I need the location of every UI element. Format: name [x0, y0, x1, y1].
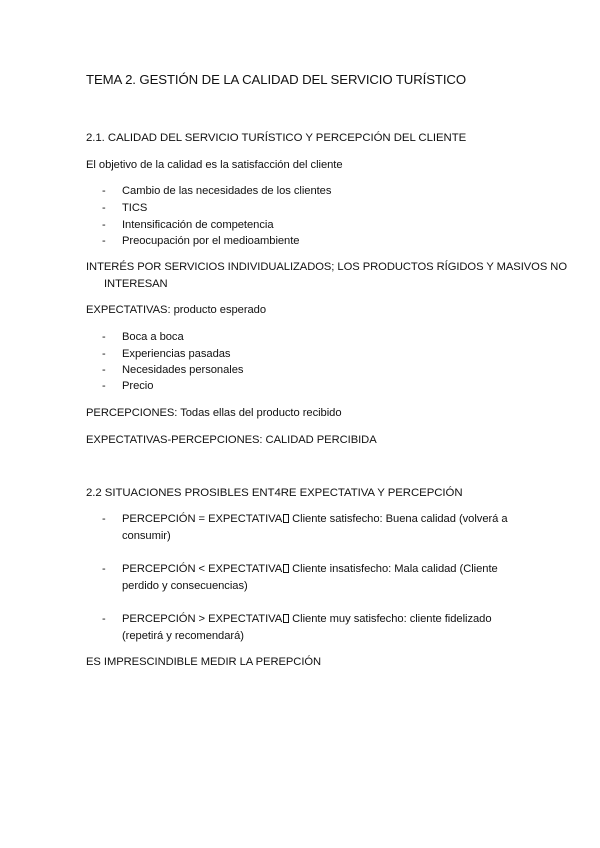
arrow-placeholder-icon — [283, 614, 289, 623]
situation-result: Cliente satisfecho: Buena calidad (volverá a — [292, 513, 508, 525]
document-title: TEMA 2. GESTIÓN DE LA CALIDAD DEL SERVICIO TURÍSTICO — [86, 72, 467, 87]
arrow-placeholder-icon — [283, 514, 289, 523]
situation-condition: PERCEPCIÓN > EXPECTATIVA — [122, 613, 283, 625]
situation-result: Cliente muy satisfecho: cliente fidelizado — [292, 613, 492, 625]
list-item: Cambio de las necesidades de los clientes — [122, 185, 332, 197]
arrow-placeholder-icon — [283, 564, 289, 573]
list-dash: - — [102, 185, 106, 197]
expectativas-paragraph: EXPECTATIVAS: producto esperado — [86, 304, 267, 316]
list-item: TICS — [122, 202, 148, 214]
list-dash: - — [102, 563, 106, 575]
situation-result: Cliente insatisfecho: Mala calidad (Cliente — [292, 563, 498, 575]
situation-condition: PERCEPCIÓN < EXPECTATIVA — [122, 563, 283, 575]
situation-item-greater-line2: (repetirá y recomendará) — [122, 630, 244, 642]
list-dash: - — [102, 219, 106, 231]
situation-item-less-line1 — [122, 561, 498, 577]
list-dash: - — [102, 364, 106, 376]
situation-item-less-line2: perdido y consecuencias) — [122, 580, 248, 592]
situation-condition: PERCEPCIÓN = EXPECTATIVA — [122, 513, 283, 525]
percepciones-paragraph: PERCEPCIONES: Todas ellas del producto recibido — [86, 407, 342, 419]
section-heading-2-1: 2.1. CALIDAD DEL SERVICIO TURÍSTICO Y PERCEPCIÓN DEL CLIENTE — [86, 132, 467, 144]
list-dash: - — [102, 513, 106, 525]
list-dash: - — [102, 613, 106, 625]
situation-item-equal-line2: consumir) — [122, 530, 171, 542]
list-dash: - — [102, 348, 106, 360]
list-dash: - — [102, 235, 106, 247]
intro-paragraph: El objetivo de la calidad es la satisfacción del cliente — [86, 159, 343, 171]
list-item: Intensificación de competencia — [122, 219, 274, 231]
interest-paragraph-line2: INTERESAN — [104, 278, 168, 290]
section-heading-2-2: 2.2 SITUACIONES PROSIBLES ENT4RE EXPECTATIVA Y PERCEPCIÓN — [86, 487, 463, 499]
list-item: Boca a boca — [122, 331, 184, 343]
situation-item-greater-line1 — [122, 611, 492, 627]
list-dash: - — [102, 202, 106, 214]
list-item: Experiencias pasadas — [122, 348, 231, 360]
closing-paragraph: ES IMPRESCINDIBLE MEDIR LA PEREPCIÓN — [86, 656, 322, 668]
list-item: Necesidades personales — [122, 364, 244, 376]
calidad-percibida-paragraph: EXPECTATIVAS-PERCEPCIONES: CALIDAD PERCIBIDA — [86, 434, 377, 446]
situation-item-equal-line1 — [122, 511, 508, 527]
list-item: Preocupación por el medioambiente — [122, 235, 300, 247]
list-dash: - — [102, 380, 106, 392]
list-item: Precio — [122, 380, 154, 392]
list-dash: - — [102, 331, 106, 343]
interest-paragraph-line1: INTERÉS POR SERVICIOS INDIVIDUALIZADOS; LOS PRODUCTOS RÍGIDOS Y MASIVOS NO — [86, 261, 567, 273]
